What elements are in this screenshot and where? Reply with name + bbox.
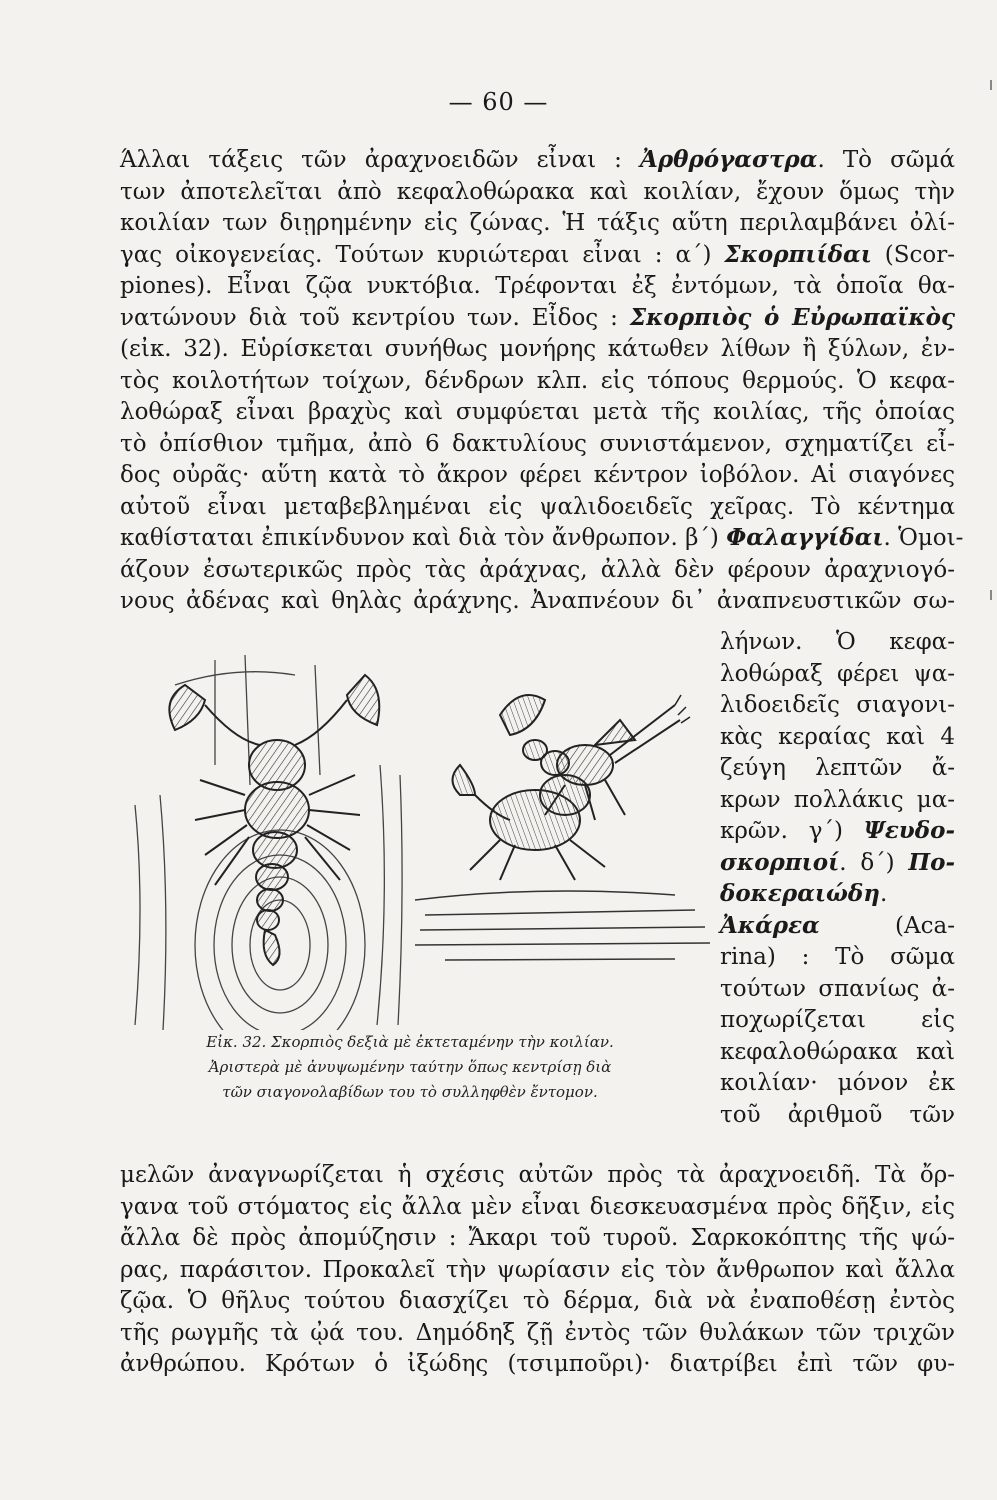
text-span: τῆς ρωγμῆς τὰ ᾠά του. Δημόδηξ ζῇ ἐντὸς τῶν θυλάκων τῶν τριχῶν (120, 1319, 955, 1346)
text-span: λήνων. Ὁ κεφα- (720, 629, 955, 655)
text-span: τὸ ὀπίσθιον τμῆμα, ἀπὸ 6 δακτυλίους συνιστάμενον, σχηματίζει εἶ- (120, 430, 955, 457)
text-span: ἄλλα δὲ πρὸς ἀπομύζησιν : Ἄκαρι τοῦ τυροῦ. Σαρκοκόπτης τῆς ψώ- (120, 1225, 955, 1251)
text-span: (εἰκ. 32). Εὑρίσκεται συνήθως μονήρης κάτωθεν λίθων ἢ ξύλων, ἐν- (120, 336, 955, 362)
figure-caption (120, 1030, 700, 1105)
figure-scorpions (115, 645, 715, 1030)
text-span: κεφαλοθώρακα καὶ (720, 1038, 955, 1065)
text-span: αὐτοῦ εἶναι μεταβεβλημέναι εἰς ψαλιδοειδεῖς χεῖρας. Τὸ κέντημα (120, 493, 955, 520)
text-span: ἀνθρώπου. Κρότων ὁ ἰξώδης (τσιμποῦρι)· διατρίβει ἐπὶ τῶν φυ- (120, 1351, 955, 1377)
text-span: κὰς κεραίας καὶ 4 (720, 723, 955, 750)
left-scorpion (169, 675, 379, 965)
text-line (120, 1160, 955, 1190)
text-line (720, 753, 955, 783)
text-line (120, 523, 964, 553)
text-span: Άλλαι τάξεις τῶν ἀραχνοειδῶν εἶναι : (120, 147, 640, 173)
text-span: piones). Εἶναι ζῷα νυκτόβια. Τρέφονται ἐξ ἐντόμων, τὰ ὁποῖα θα- (120, 273, 955, 299)
text-span: νους ἀδένας καὶ θηλὰς ἀράχνης. Ἀναπνέουν δι᾽ ἀναπνευστικῶν σω- (120, 588, 955, 614)
text-span: λοθώραξ εἶναι βραχὺς καὶ συμφύεται μετὰ τῆς κοιλίας, τῆς ὁποίας (120, 399, 955, 425)
text-line (720, 816, 955, 846)
scorpion-engraving (115, 645, 715, 1030)
bold-term: Σκορπιίδαι (724, 240, 872, 268)
text-line (120, 208, 955, 238)
text-line (120, 1286, 955, 1316)
text-line (120, 366, 955, 396)
text-line (120, 586, 955, 616)
text-line (120, 429, 955, 459)
text-line (720, 974, 955, 1004)
text-line (720, 1100, 955, 1130)
text-span: ζεύγη λεπτῶν ἄ- (720, 755, 955, 781)
bold-term: σκορπιοί (720, 848, 840, 876)
text-span: τοῦ ἀριθμοῦ τῶν (720, 1101, 955, 1128)
bold-term: δοκεραιώδη (720, 880, 880, 907)
text-span: ποχωρίζεται εἰς (720, 1007, 955, 1033)
text-span: κρων πολλάκις μα- (720, 786, 955, 813)
bold-term: Ψευδο- (863, 817, 955, 844)
text-span: τὸς κοιλοτήτων τοίχων, δένδρων κλπ. εἰς τόπους θερμούς. Ὁ κεφα- (120, 367, 955, 394)
bold-term: Φαλαγγίδαι (726, 524, 884, 551)
text-line (720, 1005, 955, 1035)
ground-hatching (415, 891, 710, 960)
text-span: (Aca- (819, 912, 955, 939)
text-line (720, 659, 955, 689)
text-line (720, 879, 955, 909)
text-line (120, 1318, 955, 1348)
text-line (120, 1223, 955, 1253)
text-span: γανα τοῦ στόματος εἰς ἄλλα μὲν εἶναι διεσκευασμένα πρὸς δῆξιν, εἰς (120, 1193, 955, 1220)
text-span: των ἀποτελεῖται ἀπὸ κεφαλοθώρακα καὶ κοιλίαν, ἔχουν ὅμως τὴν (120, 178, 955, 205)
text-span: . δ΄) (839, 849, 909, 876)
text-line (720, 1037, 955, 1067)
caption-line-1: Εἰκ. 32. Σκορπιὸς δεξιὰ μὲ ἐκτεταμένην τὴν κοιλίαν. (206, 1033, 614, 1051)
text-line (120, 1255, 955, 1285)
right-scorpion (453, 695, 606, 880)
text-line (120, 555, 955, 585)
text-span: τούτων σπανίως ἀ- (720, 975, 955, 1002)
text-line (720, 911, 955, 941)
text-span: . Ὁμοι- (883, 525, 964, 551)
text-line (720, 848, 955, 878)
text-span: . (880, 881, 888, 907)
text-span: rina) : Τὸ σῶμα (720, 944, 955, 970)
text-span: λιδοειδεῖς σιαγονι- (720, 692, 955, 718)
text-span: κοιλίαν· μόνον ἐκ (720, 1070, 955, 1096)
bold-term: Ἀκάρεα (720, 911, 820, 939)
caption-line-3: τῶν σιαγονολαβίδων του τὸ συλληφθὲν ἔντομον. (222, 1083, 598, 1101)
text-span: ρας, παράσιτον. Προκαλεῖ τὴν ψωρίασιν εἰς τὸν ἄνθρωπον καὶ ἄλλα (120, 1256, 955, 1283)
text-line (720, 690, 955, 720)
text-span: νατώνουν διὰ τοῦ κεντρίου των. Εἶδος : (120, 304, 630, 331)
bold-term: Ἀρθρόγαστρα (640, 146, 818, 173)
text-line (720, 785, 955, 815)
text-span: (Scor- (871, 241, 956, 268)
bold-term: Πο- (908, 848, 955, 876)
caption-line-2: Ἀριστερὰ μὲ ἀνυψωμένην ταύτην ὅπως κεντρίσῃ διὰ (208, 1058, 612, 1076)
text-line (120, 1349, 955, 1379)
text-line (720, 627, 955, 657)
text-line (120, 334, 955, 364)
text-line (120, 145, 955, 175)
text-line (120, 240, 955, 270)
text-span: λοθώραξ φέρει ψα- (720, 660, 955, 687)
text-line (120, 271, 955, 301)
text-span: καθίσταται ἐπικίνδυνον καὶ διὰ τὸν ἄνθρωπον. β΄) (120, 525, 727, 551)
margin-mark (990, 80, 992, 90)
text-span: άζουν ἐσωτερικῶς πρὸς τὰς ἀράχνας, ἀλλὰ δὲν φέρουν ἀραχνιογό- (120, 556, 955, 583)
text-line (120, 303, 955, 333)
text-span: . Τὸ σῶμά (817, 147, 956, 173)
text-span: ζῷα. Ὁ θῆλυς τούτου διασχίζει τὸ δέρμα, διὰ νὰ ἐναποθέσῃ ἐντὸς (120, 1288, 955, 1314)
text-line (120, 177, 955, 207)
text-span: δος οὐρᾶς· αὕτη κατὰ τὸ ἄκρον φέρει κέντρον ἰοβόλον. Αἱ σιαγόνες (120, 462, 955, 488)
text-span: κρῶν. γ΄) (720, 818, 864, 844)
margin-mark (990, 590, 992, 600)
text-span: μελῶν ἀναγνωρίζεται ἡ σχέσις αὐτῶν πρὸς τὰ ἀραχνοειδῆ. Τὰ ὄρ- (120, 1162, 955, 1188)
text-line (720, 942, 955, 972)
text-line (720, 1068, 955, 1098)
text-span: γας οἰκογενείας. Τούτων κυριώτεραι εἶναι : α΄) (120, 241, 725, 268)
text-line (720, 722, 955, 752)
text-line (120, 397, 955, 427)
bold-term: Σκορπιὸς ὁ Εὐρωπαϊκὸς (629, 303, 956, 331)
text-span: κοιλίαν των διῃρημένην εἰς ζώνας. Ἡ τάξις αὕτη περιλαμβάνει ὀλί- (120, 210, 955, 236)
text-line (120, 460, 955, 490)
page-number: — 60 — (448, 88, 549, 116)
text-line (120, 1192, 955, 1222)
text-line (120, 492, 955, 522)
